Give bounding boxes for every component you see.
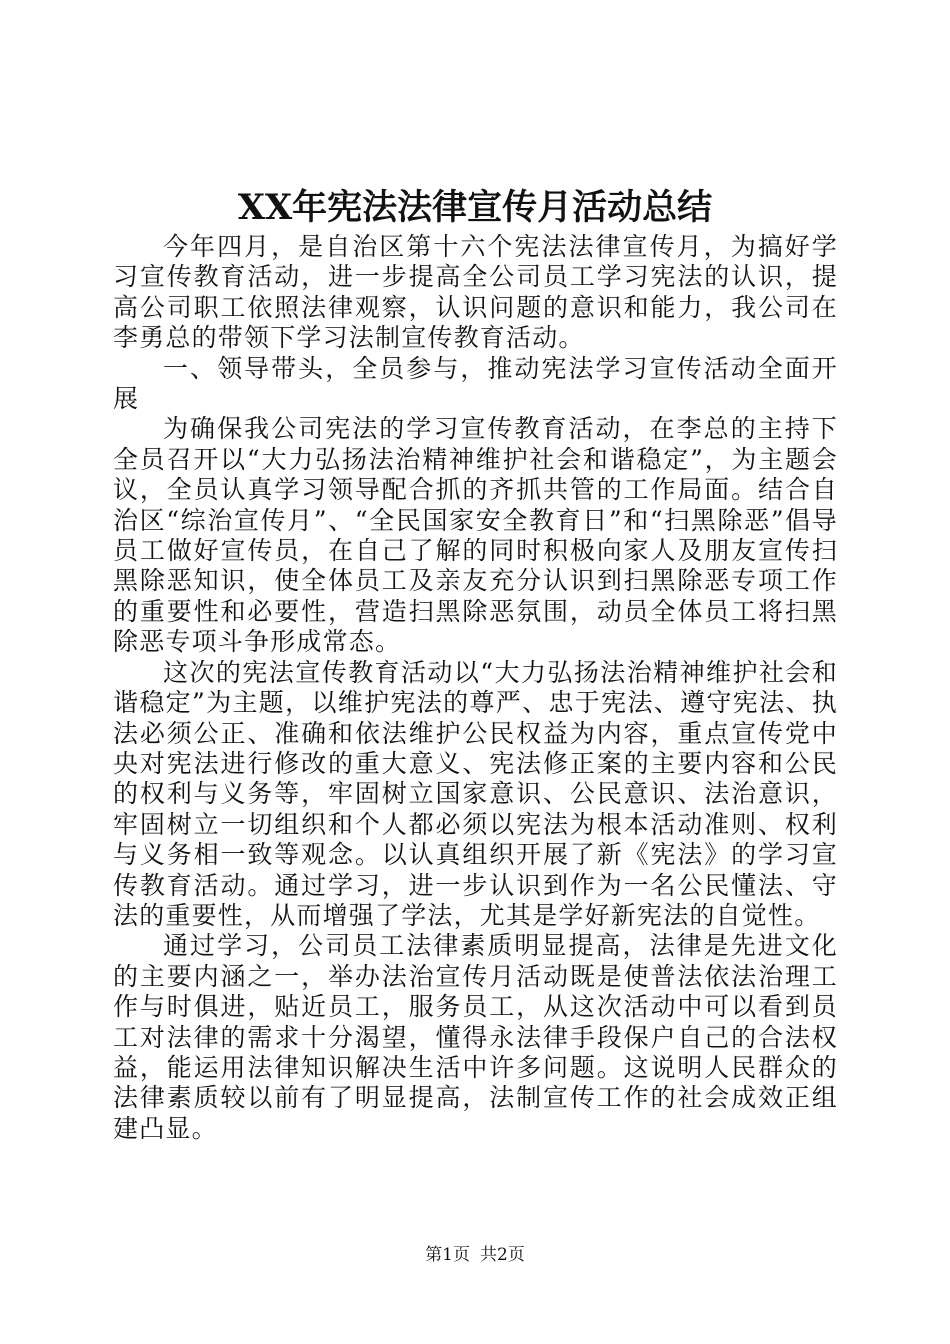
- section-heading-1: 一、领导带头，全员参与，推动宪法学习宣传活动全面开展: [113, 353, 838, 414]
- page-number-total: 共2页: [480, 1245, 525, 1265]
- paragraph-meeting: 为确保我公司宪法的学习宣传教育活动，在李总的主持下全员召开以“大力弘扬法治精神维护社会和谐稳定”，为主题会议，全员认真学习领导配合抓的齐抓共管的工作局面。结合自治区“综治宣传月”、“全民国家安全教育日”和“扫黑除恶”倡导员工做好宣传员，在自己了解的同时积极向家人及朋友宣传扫黑除恶知识，使全体员工及亲友充分认识到扫黑除恶专项工作的重要性和必要性，营造扫黑除恶氛围，动员全体员工将扫黑除恶专项斗争形成常态。: [113, 414, 838, 657]
- page-footer: [0, 1243, 950, 1267]
- page-number-current: 第1页: [425, 1245, 470, 1265]
- document-title: XX年宪法法律宣传月活动总结: [237, 187, 713, 228]
- paragraph-results: 通过学习，公司员工法律素质明显提高，法律是先进文化的主要内涵之一，举办法治宣传月活动既是使普法依法治理工作与时俱进，贴近员工，服务员工，从这次活动中可以看到员工对法律的需求十分渴望，懂得永法律手段保户自己的合法权益，能运用法律知识解决生活中许多问题。这说明人民群众的法律素质较以前有了明显提高，法制宣传工作的社会成效正组建凸显。: [113, 931, 838, 1143]
- paragraph-intro: 今年四月，是自治区第十六个宪法法律宣传月，为搞好学习宣传教育活动，进一步提高全公司员工学习宪法的认识，提高公司职工依照法律观察，认识问题的意识和能力，我公司在李勇总的带领下学习法制宣传教育活动。: [113, 232, 838, 353]
- document-body: [113, 232, 838, 1144]
- paragraph-theme: 这次的宪法宣传教育活动以“大力弘扬法治精神维护社会和谐稳定”为主题，以维护宪法的尊严、忠于宪法、遵守宪法、执法必须公正、准确和依法维护公民权益为内容，重点宣传党中央对宪法进行修改的重大意义、宪法修正案的主要内容和公民的权利与义务等，牢固树立国家意识、公民意识、法治意识，牢固树立一切组织和个人都必须以宪法为根本活动准则、权利与义务相一致等观念。以认真组织开展了新《宪法》的学习宣传教育活动。通过学习，进一步认识到作为一名公民懂法、守法的重要性，从而增强了学法，尤其是学好新宪法的自觉性。: [113, 657, 838, 930]
